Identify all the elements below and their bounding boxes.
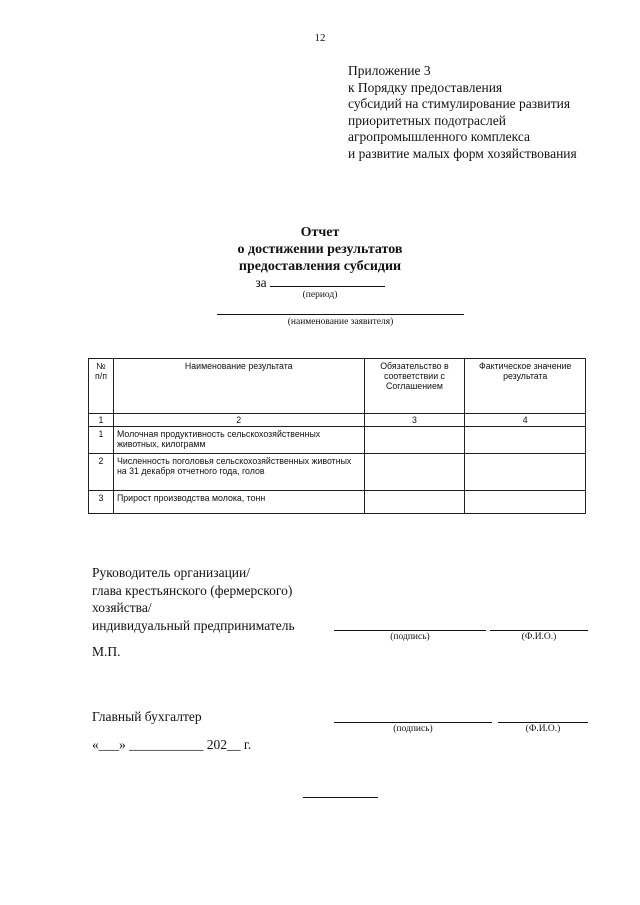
row-name-cell (113, 454, 364, 491)
row-obligation-cell[interactable] (364, 427, 465, 454)
table-row (89, 454, 586, 491)
row-obligation-cell[interactable] (364, 454, 465, 491)
period-prefix: за (255, 275, 267, 290)
chief-signature-caption: (подпись) (393, 724, 433, 734)
header-obligation: Обязательство в соответствии с Соглашением (364, 359, 465, 414)
row-name: Численность поголовья сельскохозяйственных животных (116, 456, 352, 466)
chief-accountant-label: Главный бухгалтер (92, 709, 202, 724)
stamp-place: М.П. (92, 644, 121, 659)
row-number: 1 (89, 427, 114, 454)
table-row (89, 491, 586, 514)
head-signature-line[interactable] (334, 630, 486, 631)
row-actual-cell[interactable] (465, 427, 586, 454)
chief-fio-caption: (Ф.И.О.) (525, 724, 561, 734)
head-fio-caption: (Ф.И.О.) (521, 632, 557, 642)
period-field (0, 274, 640, 291)
row-name: Молочная продуктивность сельскохозяйственных животных, килограмм (113, 427, 364, 454)
col-number: 1 (89, 414, 114, 427)
appendix-line: приоритетных подотраслей (348, 112, 506, 128)
title-line: о достижении результатов (237, 242, 403, 257)
page-number: 12 (314, 32, 326, 44)
appendix-line: агропромышленного комплекса (348, 129, 530, 144)
column-number-row (89, 414, 586, 427)
table-header-row (89, 359, 586, 414)
row-number: 3 (89, 491, 114, 514)
chief-fio-line[interactable] (498, 722, 588, 723)
head-fio-line[interactable] (490, 630, 588, 631)
applicant-name-line[interactable] (217, 314, 464, 315)
row-obligation-cell[interactable] (364, 491, 465, 514)
chief-signature-line[interactable] (334, 722, 492, 723)
results-table (88, 358, 586, 514)
col-number: 2 (113, 414, 364, 427)
header-num: № п/п (89, 359, 114, 414)
appendix-line: к Порядку предоставления (348, 79, 503, 95)
report-title (0, 224, 640, 275)
applicant-caption: (наименование заявителя) (287, 317, 394, 327)
head-line: Руководитель организации/ (92, 565, 251, 580)
table-row (89, 427, 586, 454)
title-line: предоставления субсидии (238, 259, 402, 274)
row-number: 2 (89, 454, 114, 491)
appendix-line: и развитие малых форм хозяйствования (348, 145, 577, 161)
appendix-line: субсидий на стимулирование развития (348, 96, 571, 111)
appendix-header (348, 63, 577, 162)
col-number: 4 (465, 414, 586, 427)
date-field[interactable]: «___» ___________ 202__ г. (92, 737, 252, 752)
period-caption: (период) (302, 290, 338, 300)
header-name: Наименование результата (113, 359, 364, 414)
period-blank-line[interactable] (270, 274, 385, 287)
footer-divider (303, 797, 378, 798)
head-line: хозяйства/ (92, 600, 152, 615)
head-signature-caption: (подпись) (390, 632, 430, 642)
row-actual-cell[interactable] (465, 454, 586, 491)
head-line: индивидуальный предприниматель (92, 617, 295, 633)
head-line: глава крестьянского (фермерского) (92, 582, 293, 598)
col-number: 3 (364, 414, 465, 427)
row-name-extra: на 31 декабря отчетного года, голов (116, 466, 265, 476)
header-actual: Фактическое значение результата (465, 359, 586, 414)
row-name: Прирост производства молока, тонн (113, 491, 364, 514)
row-actual-cell[interactable] (465, 491, 586, 514)
head-signatory-label (92, 564, 295, 634)
title-line: Отчет (300, 225, 340, 240)
appendix-line: Приложение 3 (348, 63, 431, 78)
